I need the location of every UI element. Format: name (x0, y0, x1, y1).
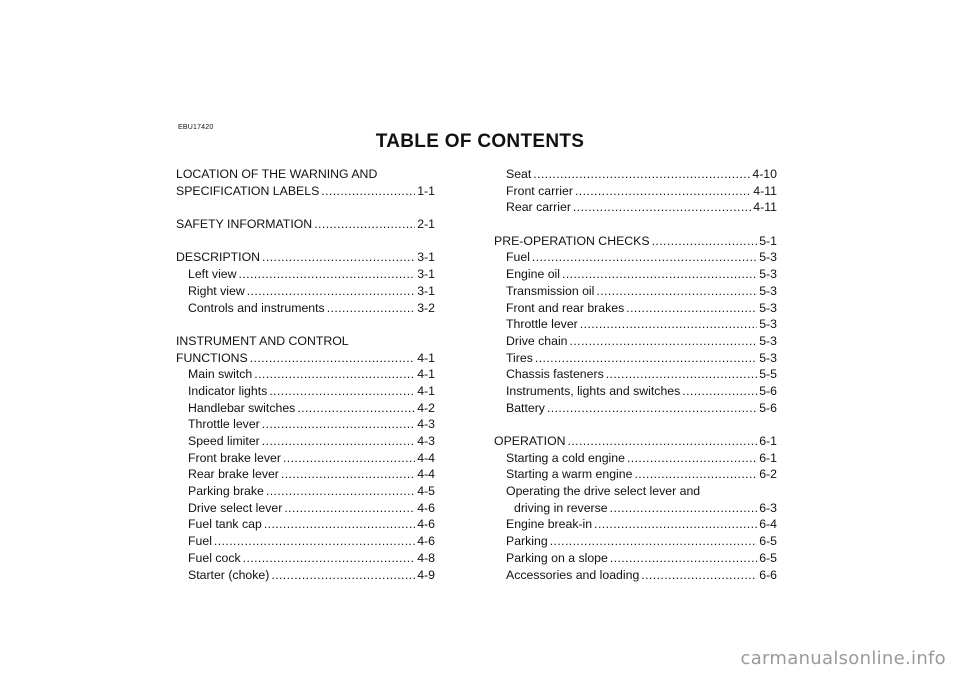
toc-entry[interactable] (176, 533, 435, 550)
toc-entry-label: Main switch (188, 367, 253, 382)
toc-entry-label: Parking brake (188, 484, 264, 499)
toc-entry[interactable] (494, 283, 777, 300)
toc-entry-page: 4-4 (417, 467, 435, 482)
toc-entry-label: SAFETY INFORMATION (176, 217, 313, 232)
toc-entry[interactable] (494, 300, 777, 317)
toc-entry-label: Left view (188, 267, 237, 282)
toc-sublist (494, 249, 777, 416)
toc-entry-page: 4-5 (417, 484, 435, 499)
toc-entry-page: 4-3 (417, 417, 435, 432)
toc-entry-label: Chassis fasteners (506, 367, 604, 382)
leader-dots (283, 450, 415, 467)
toc-entry-functions[interactable] (176, 350, 435, 367)
toc-entry-page: 6-4 (759, 517, 777, 532)
toc-entry[interactable] (176, 266, 435, 283)
leader-dots (271, 567, 415, 584)
toc-entry[interactable] (494, 183, 777, 200)
toc-entry-label: Parking on a slope (506, 550, 608, 565)
toc-entry-label: Speed limiter (188, 434, 260, 448)
leader-dots (247, 283, 415, 300)
toc-entry-page: 4-4 (417, 450, 435, 465)
leader-dots (568, 433, 758, 450)
leader-dots (573, 199, 751, 216)
leader-dots (266, 483, 415, 500)
toc-entry-label: DESCRIPTION (176, 250, 261, 265)
toc-entry-page: 4-6 (417, 517, 435, 532)
leader-dots (535, 350, 757, 367)
toc-entry[interactable] (494, 383, 777, 400)
toc-heading-line: Operating the drive select lever and (506, 484, 701, 499)
toc-entry-label: Drive chain (506, 333, 568, 348)
leader-dots (627, 450, 757, 467)
toc-entry-label: Controls and instruments (188, 300, 325, 315)
toc-entry-page: 4-8 (417, 550, 435, 565)
leader-dots (626, 300, 757, 317)
toc-entry[interactable] (494, 516, 777, 533)
leader-dots (610, 550, 757, 567)
toc-entry-page: 4-6 (417, 500, 435, 515)
leader-dots (634, 466, 757, 483)
toc-entry-page: 4-11 (753, 200, 777, 215)
toc-entry-label: Seat (506, 167, 532, 181)
toc-entry[interactable] (494, 316, 777, 333)
leader-dots (214, 533, 415, 550)
leader-dots (262, 433, 415, 450)
toc-entry-label: PRE-OPERATION CHECKS (494, 233, 650, 248)
toc-sublist (176, 266, 435, 316)
toc-entry-label: FUNCTIONS (176, 350, 248, 365)
toc-entry[interactable] (494, 400, 777, 417)
toc-entry-label: Indicator lights (188, 383, 268, 398)
toc-entry-label: Tires (506, 350, 533, 365)
toc-entry-pre-operation[interactable] (494, 233, 777, 250)
leader-dots (562, 266, 757, 283)
toc-entry[interactable] (176, 383, 435, 400)
toc-entry-reverse[interactable] (494, 500, 777, 517)
leader-dots (533, 166, 750, 183)
toc-entry-page: 4-1 (417, 350, 435, 365)
toc-entry-warning-labels[interactable] (176, 183, 435, 200)
toc-entry-label: Fuel (188, 534, 212, 549)
toc-entry-label: Transmission oil (506, 283, 595, 298)
toc-entry-label: Fuel cock (188, 550, 241, 565)
leader-dots (297, 400, 415, 417)
leader-dots (610, 500, 758, 517)
toc-entry-page: 6-5 (759, 550, 777, 565)
toc-entry[interactable] (176, 500, 435, 517)
toc-entry[interactable] (176, 550, 435, 567)
toc-entry-label: Throttle lever (506, 317, 578, 332)
leader-dots (269, 383, 415, 400)
toc-entry-label: Engine oil (506, 267, 561, 282)
toc-entry-warm-start[interactable] (494, 466, 777, 483)
toc-entry-page: 3-1 (417, 250, 435, 265)
toc-entry[interactable] (176, 466, 435, 483)
toc-entry-label: Accessories and loading (506, 567, 640, 582)
toc-entry-page: 6-3 (759, 500, 777, 515)
toc-entry[interactable] (494, 166, 777, 183)
toc-entry-label: Fuel tank cap (188, 517, 262, 532)
leader-dots (547, 400, 757, 417)
toc-entry-page: 4-1 (417, 383, 435, 398)
toc-entry-description[interactable] (176, 249, 435, 266)
toc-entry[interactable] (494, 366, 777, 383)
toc-entry-operation[interactable] (494, 433, 777, 450)
toc-entry[interactable] (176, 516, 435, 533)
toc-entry-label: Starter (choke) (188, 567, 270, 582)
toc-entry-page: 3-1 (417, 267, 435, 282)
toc-entry[interactable] (176, 567, 435, 584)
leader-dots (262, 416, 415, 433)
leader-dots (652, 233, 758, 250)
toc-entry-label: Right view (188, 283, 245, 298)
leader-dots (606, 366, 757, 383)
toc-entry-label: OPERATION (494, 434, 566, 448)
toc-entry[interactable] (494, 350, 777, 367)
toc-heading-line: LOCATION OF THE WARNING AND (176, 167, 378, 181)
leader-dots (321, 183, 415, 200)
document-code: EBU17420 (178, 124, 214, 131)
toc-entry-page: 5-3 (759, 267, 777, 282)
toc-entry-page: 4-1 (417, 367, 435, 382)
toc-entry-label: Front and rear brakes (506, 300, 625, 315)
toc-entry-page: 4-2 (417, 400, 435, 415)
toc-column-left (176, 166, 435, 583)
toc-entry[interactable] (494, 333, 777, 350)
toc-entry-label: Drive select lever (188, 500, 283, 515)
toc-entry-label: Instruments, lights and switches (506, 383, 681, 398)
toc-entry[interactable] (176, 433, 435, 450)
leader-dots (264, 516, 415, 533)
toc-entry-page: 5-6 (759, 383, 777, 398)
toc-entry-label: driving in reverse (514, 500, 608, 515)
toc-entry-page: 5-3 (759, 300, 777, 315)
toc-entry[interactable] (176, 400, 435, 417)
toc-entry-page: 5-3 (759, 250, 777, 265)
leader-dots (641, 567, 757, 584)
toc-column-right (494, 166, 777, 583)
watermark-text: carmanualsonline.info (740, 648, 946, 669)
leader-dots (575, 183, 751, 200)
leader-dots (532, 249, 757, 266)
toc-entry[interactable] (176, 366, 435, 383)
leader-dots (594, 516, 757, 533)
leader-dots (580, 316, 757, 333)
leader-dots (262, 249, 415, 266)
toc-entry[interactable] (494, 567, 777, 584)
leader-dots (250, 350, 415, 367)
toc-entry-label: Throttle lever (188, 417, 260, 432)
toc-entry-label: Rear brake lever (188, 467, 279, 482)
toc-entry-page: 5-3 (759, 317, 777, 332)
toc-entry-label: Handlebar switches (188, 400, 296, 415)
leader-dots (550, 533, 758, 550)
toc-entry-page: 4-10 (752, 167, 777, 181)
toc-entry-page: 6-6 (759, 567, 777, 582)
toc-entry-label: Front brake lever (188, 450, 281, 465)
leader-dots (243, 550, 416, 567)
toc-entry-label: Battery (506, 400, 545, 415)
leader-dots (596, 283, 757, 300)
toc-entry-page: 1-1 (417, 183, 435, 198)
toc-entry-page: 4-6 (417, 534, 435, 549)
toc-sublist (494, 166, 777, 216)
toc-entry[interactable] (494, 199, 777, 216)
leader-dots (281, 466, 415, 483)
toc-entry[interactable] (176, 283, 435, 300)
toc-entry[interactable] (494, 533, 777, 550)
toc-sublist (494, 516, 777, 583)
toc-entry[interactable] (494, 266, 777, 283)
leader-dots (570, 333, 758, 350)
toc-heading-line: INSTRUMENT AND CONTROL (176, 333, 349, 348)
toc-entry-page: 5-1 (759, 233, 777, 248)
toc-entry-label: Starting a cold engine (506, 450, 625, 465)
toc-entry-label: Parking (506, 534, 548, 549)
toc-sublist (176, 366, 435, 583)
leader-dots (682, 383, 757, 400)
leader-dots (314, 216, 415, 233)
toc-entry-page: 4-9 (417, 567, 435, 582)
toc-entry-label: Front carrier (506, 183, 573, 198)
toc-entry-page: 3-2 (417, 300, 435, 315)
page-title: TABLE OF CONTENTS (375, 131, 585, 152)
toc-entry-page: 6-1 (759, 450, 777, 465)
toc-entry-page: 6-5 (759, 534, 777, 549)
toc-entry-label: Starting a warm engine (506, 467, 633, 482)
toc-entry-label: Engine break-in (506, 517, 593, 532)
toc-entry-page: 5-3 (759, 333, 777, 348)
toc-entry-page: 4-3 (417, 434, 435, 448)
toc-entry-page: 4-11 (753, 183, 777, 198)
toc-entry-safety[interactable] (176, 216, 435, 233)
toc-entry[interactable] (494, 550, 777, 567)
toc-entry-page: 5-5 (759, 367, 777, 382)
toc-entry[interactable] (176, 450, 435, 467)
leader-dots (239, 266, 416, 283)
toc-entry-page: 6-1 (759, 434, 777, 448)
toc-entry[interactable] (176, 416, 435, 433)
toc-entry-page: 6-2 (759, 467, 777, 482)
toc-entry-page: 5-3 (759, 283, 777, 298)
toc-entry-page: 3-1 (417, 283, 435, 298)
toc-entry-label: SPECIFICATION LABELS (176, 183, 320, 198)
toc-entry-label: Rear carrier (506, 200, 571, 215)
toc-entry-label: Fuel (506, 250, 530, 265)
leader-dots (284, 500, 415, 517)
toc-entry[interactable] (494, 249, 777, 266)
toc-entry[interactable] (176, 300, 435, 317)
toc-entry-page: 5-3 (759, 350, 777, 365)
toc-entry-page: 2-1 (417, 217, 435, 232)
leader-dots (254, 366, 415, 383)
toc-entry-cold-start[interactable] (494, 450, 777, 467)
toc-entry[interactable] (176, 483, 435, 500)
leader-dots (327, 300, 416, 317)
toc-entry-page: 5-6 (759, 400, 777, 415)
